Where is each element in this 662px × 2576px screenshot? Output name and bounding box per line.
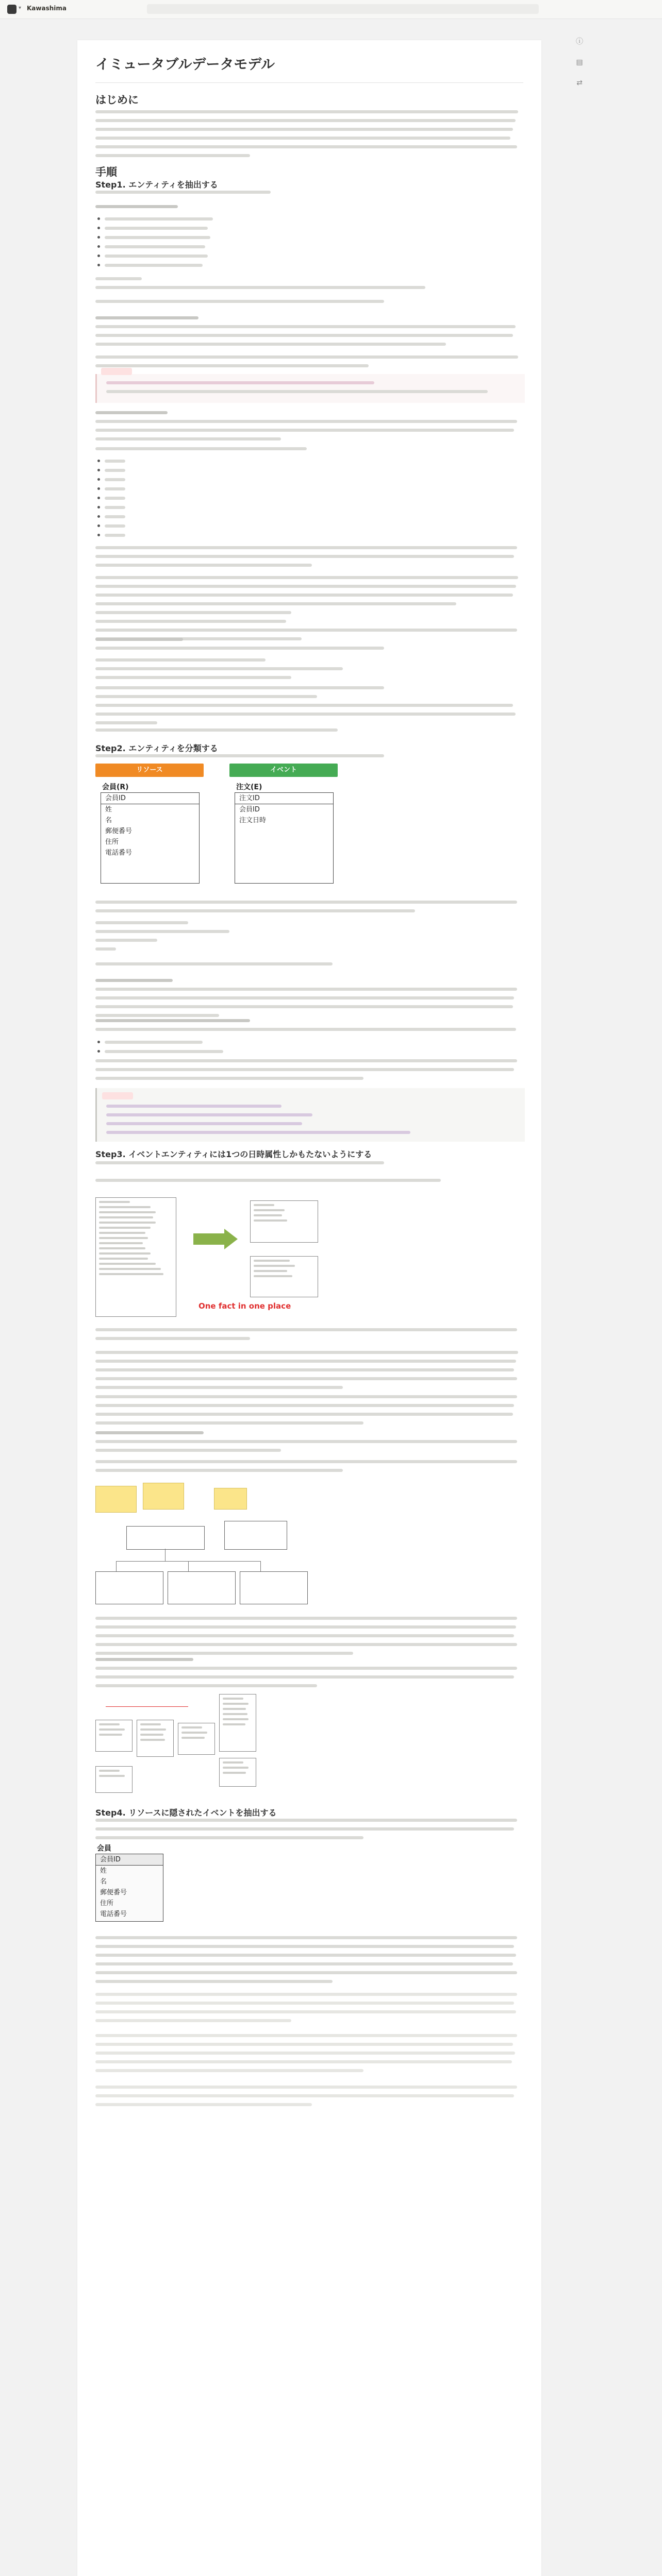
step4-member-entity [95, 1844, 163, 1922]
long-event-text [95, 1460, 523, 1472]
step1-intro-text [95, 191, 523, 194]
side-rail [570, 36, 590, 98]
event-node [240, 1571, 308, 1604]
info-icon[interactable]: ⓘ [576, 38, 583, 46]
requirements-text [95, 686, 523, 724]
step4-intro-text [95, 1819, 523, 1839]
connector-line [188, 1561, 189, 1571]
step3-intro-text [95, 1161, 523, 1173]
event-node [224, 1521, 287, 1550]
one-fact-caption: One fact in one place [198, 1301, 291, 1311]
dependency-table [219, 1694, 256, 1752]
article-page [77, 40, 541, 2576]
chevron-down-icon[interactable]: ▾ [19, 5, 22, 11]
order-key: 注文ID [235, 793, 333, 804]
page-title: イミュータブルデータモデル [95, 57, 275, 73]
step4-member-title: 会員 [97, 1844, 111, 1853]
search-bar[interactable] [147, 4, 539, 14]
event-node [126, 1526, 205, 1550]
formula-tag [101, 368, 132, 375]
dialog-tag [102, 1092, 133, 1099]
example-summary-text [95, 300, 523, 303]
member-entity-title: 会員(R) [102, 783, 129, 791]
member-attribute: 姓 [105, 806, 112, 814]
title-divider [95, 82, 523, 83]
step1-closing-text [95, 728, 523, 732]
order-entity [235, 783, 334, 884]
order-attribute: 注文日時 [239, 817, 267, 824]
source-table [95, 1197, 176, 1317]
connector-line [116, 1561, 117, 1571]
example-text [95, 277, 523, 289]
shuffle-icon[interactable]: ⇄ [576, 79, 583, 87]
order-table [250, 1200, 318, 1243]
5w1h-list [95, 214, 302, 270]
connector-line [260, 1561, 261, 1571]
dependency-figure [95, 1694, 353, 1797]
dependency-table [178, 1723, 215, 1755]
transaction-list [95, 1038, 302, 1056]
entity-definition-text [95, 411, 523, 440]
classification-text [95, 901, 523, 912]
dependency-table [95, 1766, 133, 1793]
step4-member-attribute: 住所 [100, 1900, 114, 1907]
boundary-text [95, 546, 523, 567]
examples-list [95, 456, 302, 540]
order-attribute: 会員ID [239, 806, 260, 814]
member-attribute: 住所 [105, 838, 119, 846]
app-name: Kawashima [27, 5, 67, 12]
heading-procedure: 手順 [95, 166, 117, 178]
step4-member-attribute: 電話番号 [100, 1910, 127, 1918]
step4-detail-text [95, 1993, 523, 2022]
document-icon[interactable]: ▤ [576, 58, 583, 66]
note-business-text [95, 316, 523, 346]
dependency-line [106, 1706, 188, 1707]
step2-intro-text [95, 754, 523, 757]
datetime-note-text [95, 962, 523, 965]
datetime-question-text [95, 979, 523, 1017]
dependency-table [137, 1720, 174, 1757]
transform-arrow-body [193, 1233, 224, 1245]
sticky-note [214, 1488, 247, 1510]
resource-banner: リソース [95, 764, 204, 777]
connector-line [165, 1549, 166, 1561]
member-attribute: 郵便番号 [105, 827, 133, 835]
transaction-detail-text [95, 1059, 523, 1080]
three-elements-text [95, 638, 523, 650]
ambiguity-text [95, 576, 523, 640]
resource-event-figure [95, 764, 343, 892]
intro-text [95, 110, 523, 157]
transform-arrow-head [224, 1229, 238, 1249]
member-entity [101, 783, 200, 884]
formula-callout [95, 374, 525, 403]
5w1h-heading-line [95, 205, 523, 208]
heading-step2: Step2. エンティティを分類する [95, 743, 218, 753]
step4-member-attribute: 名 [100, 1878, 107, 1886]
step4-member-attribute: 郵便番号 [100, 1889, 127, 1896]
event-banner: イベント [229, 764, 338, 777]
step4-body-text [95, 1936, 523, 1983]
examples-intro-text [95, 447, 523, 450]
event-node [95, 1571, 163, 1604]
top-bar [0, 0, 662, 19]
event-flow-text [95, 1617, 523, 1655]
event-node [168, 1571, 236, 1604]
dependency-text [95, 1658, 523, 1687]
sticky-note [95, 1486, 137, 1513]
step3-detail-text [95, 1351, 523, 1389]
heading-step3: Step3. イベントエンティティには1つの日時属性しかもたないようにする [95, 1149, 372, 1159]
transaction-text [95, 1019, 523, 1037]
sticky-note [143, 1483, 184, 1510]
order-entity-title: 注文(E) [236, 783, 262, 791]
5w1h-mapping-text [95, 921, 523, 951]
member-key: 会員ID [101, 793, 199, 804]
heading-step1: Step1. エンティティを抽出する [95, 180, 218, 190]
step3-design-text [95, 1395, 523, 1425]
system-text [95, 355, 523, 367]
step4-member-key: 会員ID [96, 1854, 163, 1866]
one-fact-figure [95, 1194, 363, 1318]
heading-intro: はじめに [95, 94, 139, 106]
member-attribute: 名 [105, 817, 112, 824]
step3-rule-text [95, 1179, 523, 1182]
step3-explanation-text [95, 1328, 523, 1340]
three-elements-list [95, 658, 523, 679]
step4-more-text [95, 2034, 523, 2072]
event-flow-figure [95, 1481, 343, 1609]
delivery-table [250, 1256, 318, 1297]
dependency-table [219, 1758, 256, 1787]
issue-text [95, 1431, 523, 1452]
app-logo-icon[interactable] [7, 5, 16, 14]
heading-step4: Step4. リソースに隠されたイベントを抽出する [95, 1808, 277, 1818]
closing-text [95, 2086, 523, 2106]
member-attribute: 電話番号 [105, 849, 133, 857]
dependency-table [95, 1720, 133, 1752]
step4-member-attribute: 姓 [100, 1867, 107, 1875]
dialog-callout [95, 1088, 525, 1142]
